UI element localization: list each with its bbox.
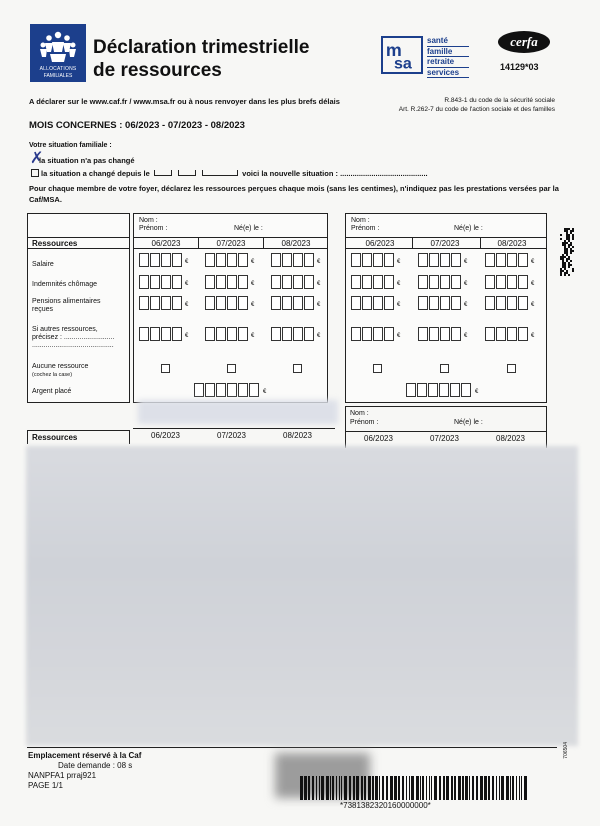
euro-symbol: € — [251, 333, 255, 339]
legal-references: R.843-1 du code de la sécurité sociale Art. R.262-7 du code de l'action sociale et des familles — [398, 97, 555, 113]
redacted-area — [26, 446, 578, 746]
row-pensions: Pensions alimentaires reçues — [32, 298, 101, 313]
euro-symbol: € — [531, 281, 535, 287]
member-2-salaire-amount-field[interactable] — [418, 253, 462, 267]
row-salaire: Salaire — [32, 261, 54, 268]
date-month-field[interactable] — [178, 170, 196, 176]
member-1-chomage-amount-field[interactable] — [271, 275, 315, 289]
euro-symbol: € — [397, 281, 401, 287]
option-changed-checkbox[interactable] — [31, 169, 39, 177]
side-2d-code — [560, 228, 574, 276]
redacted-area-top — [138, 400, 338, 424]
month-2: 07/2023 — [430, 239, 460, 248]
months-concerned: MOIS CONCERNES : 06/2023 - 07/2023 - 08/2023 — [29, 120, 245, 131]
euro-symbol: € — [185, 333, 189, 339]
option-unchanged[interactable]: la situation n'a pas changé — [39, 156, 135, 165]
member-2-chomage-amount-field[interactable] — [485, 275, 529, 289]
option-changed[interactable]: la situation a changé depuis le voici la nouvelle situation : .......................................... — [31, 169, 428, 178]
euro-symbol: € — [317, 302, 321, 308]
month-2: 07/2023 — [216, 239, 246, 248]
cerfa-number: 14129*03 — [500, 62, 539, 72]
row-autres: Si autres ressources, précisez : .......................... .......................................... — [32, 326, 115, 349]
member-1-pensions-amount-field[interactable] — [271, 296, 315, 310]
member-birth-label: Né(e) le : — [454, 225, 483, 232]
svg-text:m: m — [385, 39, 402, 60]
euro-symbol: € — [464, 302, 468, 308]
euro-symbol: € — [531, 259, 535, 265]
member-1-savings-field[interactable] — [194, 383, 260, 397]
member-2-no-resource-checkbox[interactable] — [507, 364, 516, 373]
euro-symbol: € — [464, 281, 468, 287]
euro-symbol: € — [251, 302, 255, 308]
member-2-savings-field[interactable] — [406, 383, 472, 397]
resources-label-column — [27, 213, 130, 403]
member-prenom-label: Prénom : — [139, 225, 168, 232]
euro-symbol: € — [475, 389, 479, 395]
euro-symbol: € — [464, 259, 468, 265]
footer-divider — [27, 747, 557, 748]
euro-symbol: € — [185, 302, 189, 308]
euro-symbol: € — [251, 281, 255, 287]
member-2-chomage-amount-field[interactable] — [351, 275, 395, 289]
month-3: 08/2023 — [281, 239, 311, 248]
member-1-autres-amount-field[interactable] — [205, 327, 249, 341]
date-year-field[interactable] — [202, 170, 238, 176]
side-number: 706504 — [563, 742, 569, 759]
member-months-header — [134, 237, 327, 249]
svg-text:sa: sa — [393, 54, 412, 73]
euro-symbol: € — [317, 259, 321, 265]
member-months-header — [346, 237, 546, 249]
euro-symbol: € — [531, 302, 535, 308]
euro-symbol: € — [531, 333, 535, 339]
barcode — [300, 776, 530, 800]
member-2-autres-amount-field[interactable] — [418, 327, 462, 341]
svg-text:cerfa: cerfa — [510, 34, 538, 49]
member-1-no-resource-checkbox[interactable] — [227, 364, 236, 373]
member-2-pensions-amount-field[interactable] — [418, 296, 462, 310]
date-day-field[interactable] — [154, 170, 172, 176]
send-instruction: A déclarer sur le www.caf.fr / www.msa.fr ou à nous renvoyer dans les plus brefs délais — [29, 97, 340, 106]
resources-header-2: Ressources — [27, 430, 130, 444]
member-2-no-resource-checkbox[interactable] — [373, 364, 382, 373]
euro-symbol: € — [251, 259, 255, 265]
member-1-salaire-amount-field[interactable] — [139, 253, 183, 267]
caf-logo: ALLOCATIONS FAMILIALES — [30, 24, 86, 82]
member-2-autres-amount-field[interactable] — [485, 327, 529, 341]
month-1: 06/2023 — [365, 239, 395, 248]
month-1: 06/2023 — [151, 239, 181, 248]
form-title: Déclaration trimestrielle de ressources — [93, 37, 310, 81]
month-3: 08/2023 — [497, 239, 527, 248]
euro-symbol: € — [464, 333, 468, 339]
member-months-header-3: 06/2023 07/2023 08/2023 — [133, 428, 335, 444]
euro-symbol: € — [185, 259, 189, 265]
euro-symbol: € — [397, 259, 401, 265]
member-prenom-label: Prénom : — [351, 225, 380, 232]
resources-header: Ressources — [28, 237, 129, 249]
member-1-salaire-amount-field[interactable] — [205, 253, 249, 267]
barcode-number: *7381382320160000000* — [340, 801, 431, 810]
member-1-salaire-amount-field[interactable] — [271, 253, 315, 267]
member-2-autres-amount-field[interactable] — [351, 327, 395, 341]
euro-symbol: € — [185, 281, 189, 287]
euro-symbol: € — [263, 389, 267, 395]
row-argent: Argent placé — [32, 388, 72, 395]
row-aucune: Aucune ressource (cochez la case) — [32, 363, 89, 378]
member-1-autres-amount-field[interactable] — [271, 327, 315, 341]
member-nom-label: Nom : — [351, 217, 370, 224]
msa-tagline: santé famille retraite services — [427, 36, 469, 78]
member-2-salaire-amount-field[interactable] — [351, 253, 395, 267]
member-2-pensions-amount-field[interactable] — [485, 296, 529, 310]
instructions: Pour chaque membre de votre foyer, déclarez les ressources perçues chaque mois (sans les centimes), n'indiquez pas les prestations versées par la Caf/MSA. — [29, 184, 559, 204]
member-1-autres-amount-field[interactable] — [139, 327, 183, 341]
row-chomage: Indemnités chômage — [32, 281, 97, 288]
euro-symbol: € — [397, 333, 401, 339]
member-nom-label: Nom : — [139, 217, 158, 224]
member-1-chomage-amount-field[interactable] — [139, 275, 183, 289]
msa-logo — [381, 36, 423, 74]
euro-symbol: € — [397, 302, 401, 308]
euro-symbol: € — [317, 281, 321, 287]
footer-caf-block: Emplacement réservé à la Caf Date demande : 08 s NANPFA1 prraj921 PAGE 1/1 — [28, 751, 142, 790]
member-1-pensions-amount-field[interactable] — [205, 296, 249, 310]
member-birth-label: Né(e) le : — [234, 225, 263, 232]
cerfa-logo — [497, 30, 551, 54]
member-1-pensions-amount-field[interactable] — [139, 296, 183, 310]
handwritten-check-mark-icon: ✗ — [30, 148, 44, 167]
member-1-no-resource-checkbox[interactable] — [161, 364, 170, 373]
member-2-no-resource-checkbox[interactable] — [440, 364, 449, 373]
member-2-chomage-amount-field[interactable] — [418, 275, 462, 289]
member-1-chomage-amount-field[interactable] — [205, 275, 249, 289]
member-2-salaire-amount-field[interactable] — [485, 253, 529, 267]
family-situation-label: Votre situation familiale : — [29, 142, 112, 149]
euro-symbol: € — [317, 333, 321, 339]
caf-family-figures-icon — [38, 30, 78, 64]
member-1-no-resource-checkbox[interactable] — [293, 364, 302, 373]
member-2-pensions-amount-field[interactable] — [351, 296, 395, 310]
member-block-4-header: Nom : Prénom : Né(e) le : 06/2023 07/2023 08/2023 — [345, 406, 547, 448]
